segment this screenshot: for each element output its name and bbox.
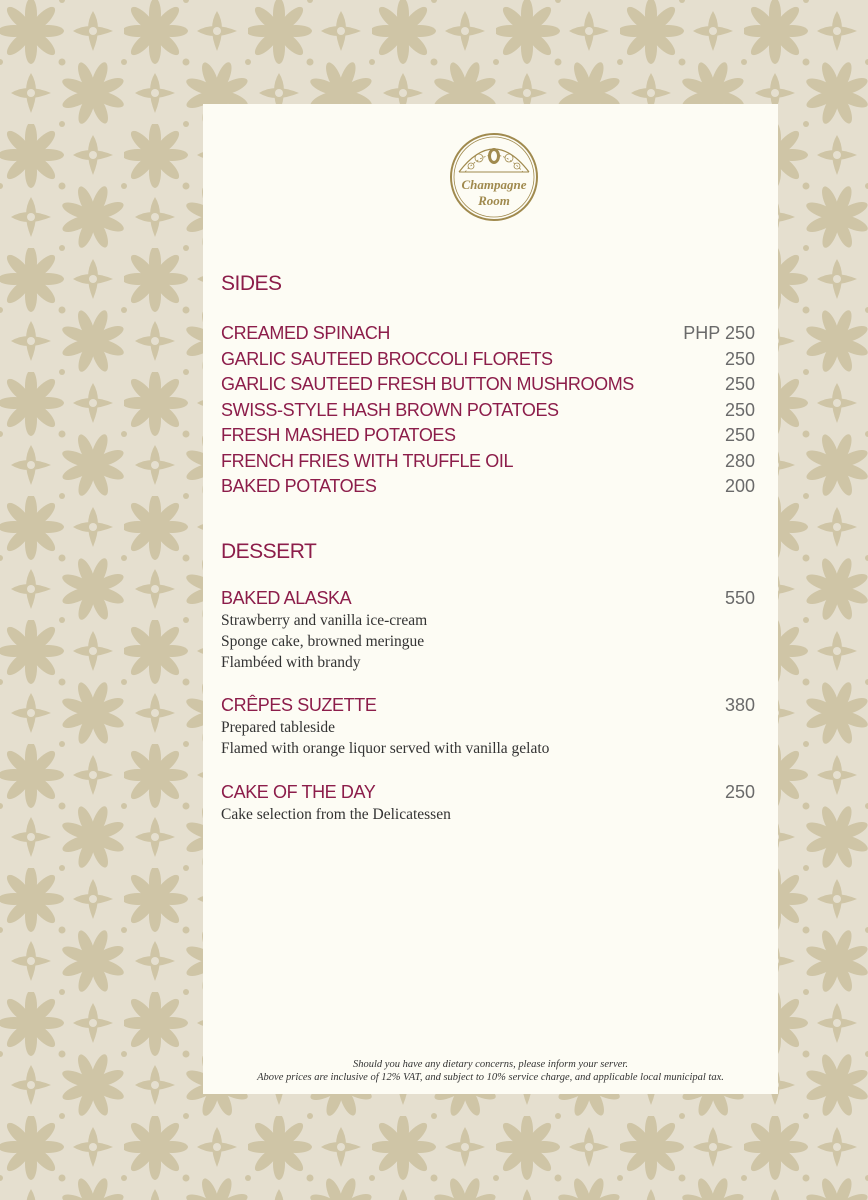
item-price: 280 <box>724 451 755 471</box>
description-line: Flambéed with brandy <box>221 654 361 671</box>
item-name: CRÊPES SUZETTE <box>221 695 377 715</box>
item-price: 250 <box>724 374 755 394</box>
menu-panel <box>203 104 778 1094</box>
description-line: Flamed with orange liquor served with vanilla gelato <box>221 740 550 757</box>
item-description <box>221 610 741 673</box>
item-price: 250 <box>724 782 755 802</box>
description-line: Sponge cake, browned meringue <box>221 633 425 650</box>
menu-item <box>221 374 755 400</box>
menu-item <box>221 476 755 502</box>
item-name: FRESH MASHED POTATOES <box>221 425 456 445</box>
item-price: PHP 250 <box>683 323 755 343</box>
menu-item <box>221 425 755 451</box>
description-line: Prepared tableside <box>221 719 336 736</box>
item-price: 380 <box>724 695 755 715</box>
footer-line-2: Above prices are inclusive of 12% VAT, and subject to 10% service charge, and applicable local municipal tax. <box>257 1072 724 1083</box>
item-description <box>221 804 741 825</box>
item-name: BAKED ALASKA <box>221 588 352 608</box>
logo-line1: Champagne <box>461 177 527 192</box>
item-name: FRENCH FRIES WITH TRUFFLE OIL <box>221 451 514 471</box>
item-name: BAKED POTATOES <box>221 476 377 496</box>
description-line: Strawberry and vanilla ice-cream <box>221 612 428 629</box>
item-name: GARLIC SAUTEED BROCCOLI FLORETS <box>221 349 553 369</box>
footer-line-1: Should you have any dietary concerns, please inform your server. <box>353 1059 628 1070</box>
item-name: GARLIC SAUTEED FRESH BUTTON MUSHROOMS <box>221 374 634 394</box>
item-price: 250 <box>724 400 755 420</box>
footer-note <box>203 1058 778 1084</box>
logo-line2: Room <box>478 193 510 208</box>
sides-title: SIDES <box>221 272 282 295</box>
item-name: SWISS-STYLE HASH BROWN POTATOES <box>221 400 559 420</box>
menu-item <box>221 400 755 426</box>
item-price: 250 <box>724 425 755 445</box>
item-price: 250 <box>724 349 755 369</box>
item-name: CAKE OF THE DAY <box>221 782 376 802</box>
item-price: 550 <box>724 588 755 608</box>
description-line: Cake selection from the Delicatessen <box>221 806 451 823</box>
item-price: 200 <box>724 476 755 496</box>
menu-item <box>221 349 755 375</box>
menu-item <box>221 323 755 349</box>
dessert-title: DESSERT <box>221 540 317 563</box>
champagne-room-logo <box>449 132 539 222</box>
menu-item <box>221 451 755 477</box>
item-name: CREAMED SPINACH <box>221 323 391 343</box>
item-description <box>221 717 741 759</box>
